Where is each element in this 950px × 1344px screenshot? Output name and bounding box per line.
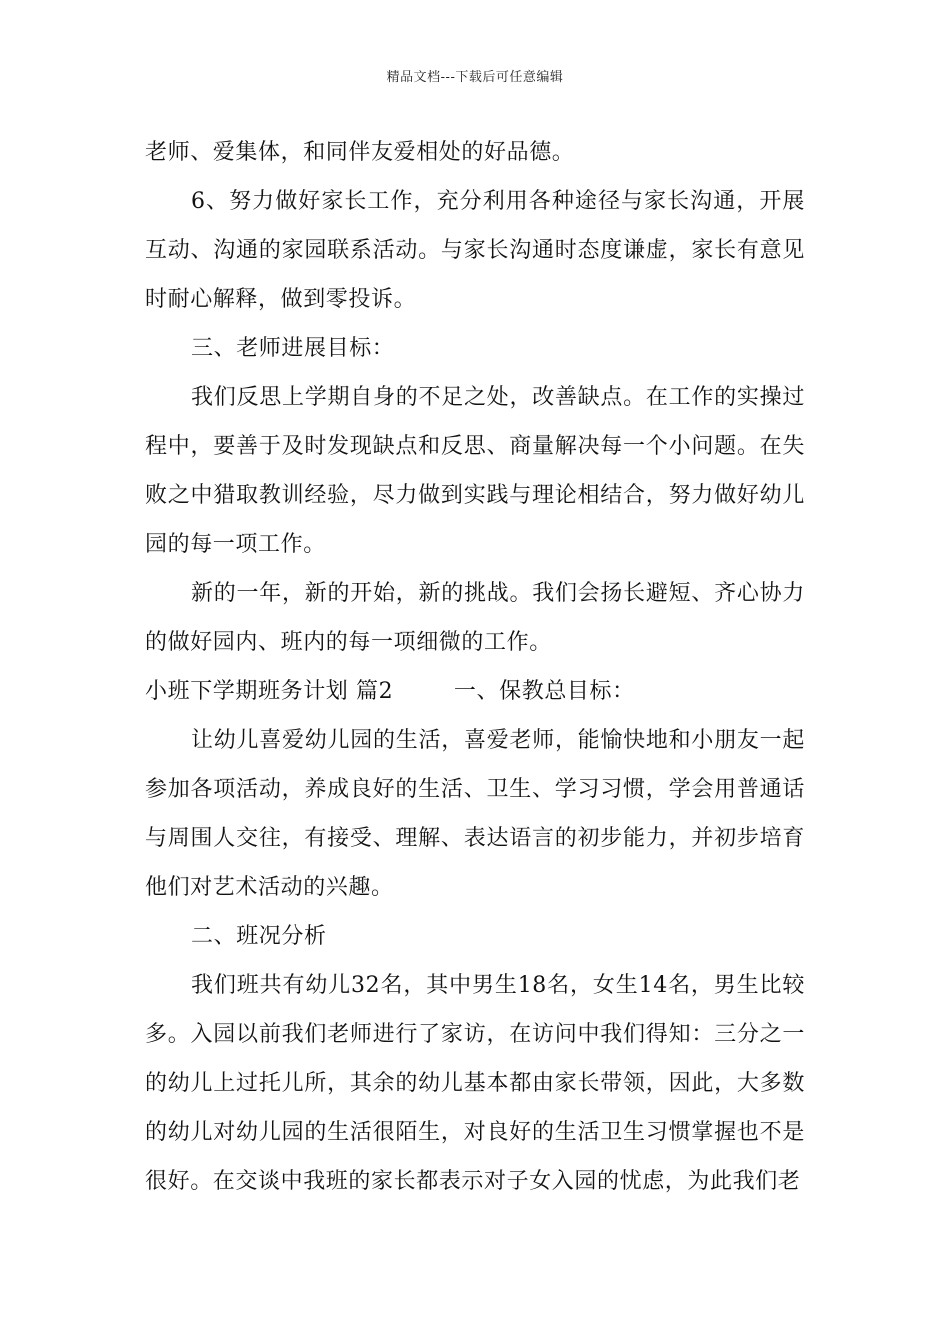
document-body [145,128,805,1206]
paragraph-continuation: 老师、爱集体，和同伴友爱相处的好品德。 [145,140,575,165]
plan-title-line: 小班下学期班务计划 篇2 一、保教总目标： [145,679,635,704]
section-heading-teacher-goals: 三、老师进展目标： [191,336,395,361]
section-heading-class-analysis: 二、班况分析 [191,924,327,949]
paragraph-new-year: 新的一年，新的开始，新的挑战。我们会扬长避短、齐心协力的做好园内、班内的每一项细微的工作。 [145,581,805,655]
paragraph-parent-work: 6、努力做好家长工作，充分利用各种途径与家长沟通，开展互动、沟通的家园联系活动。与家长沟通时态度谦虚，家长有意见时耐心解释，做到零投诉。 [145,189,805,312]
page-header: 精品文档---下载后可任意编辑 [386,70,564,85]
paragraph-reflection: 我们反思上学期自身的不足之处，改善缺点。在工作的实操过程中，要善于及时发现缺点和反思、商量解决每一个小问题。在失败之中猎取教训经验，尽力做到实践与理论相结合，努力做好幼儿园的每一项工作。 [145,385,805,557]
paragraph-overall-goals: 让幼儿喜爱幼儿园的生活，喜爱老师，能愉快地和小朋友一起参加各项活动，养成良好的生活、卫生、学习习惯，学会用普通话与周围人交往，有接受、理解、表达语言的初步能力，并初步培育他们对艺术活动的兴趣。 [145,728,805,900]
paragraph-class-analysis: 我们班共有幼儿32名，其中男生18名，女生14名，男生比较多。入园以前我们老师进行了家访，在访问中我们得知：三分之一的幼儿上过托儿所，其余的幼儿基本都由家长带领，因此，大多数的幼儿对幼儿园的生活很陌生，对良好的生活卫生习惯掌握也不是很好。在交谈中我班的家长都表示对子女入园的忧虑，为此我们老 [145,973,805,1194]
